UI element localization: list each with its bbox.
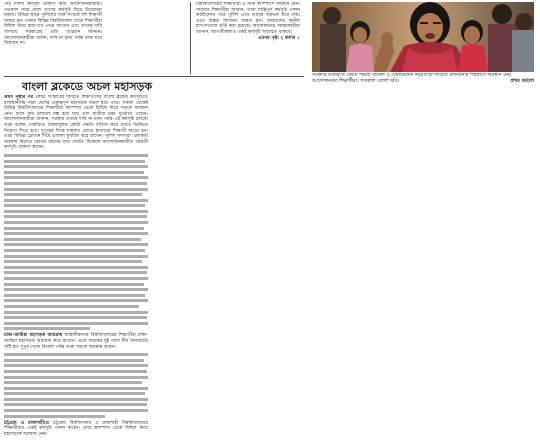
article-body-column	[4, 95, 148, 438]
subsection-1	[4, 333, 148, 350]
news-photo	[312, 2, 534, 72]
photo-credit: প্রথম আলো	[510, 78, 534, 84]
protest-photo-image	[312, 2, 534, 72]
top-left-column	[4, 2, 102, 74]
top-middle-column	[196, 2, 300, 74]
photo-caption-text: সরকারি চাকরিতে কোটা পদ্ধতি বাতিল ও মেধাভিত্তিক নিয়োগের দাবিতে রাজধানীর শাহবাগে অবস্থান নেয় আন্দোলনরত শিক্ষার্থীরা। গতকাল তোলা ছবি।	[312, 73, 511, 84]
headline	[22, 80, 162, 94]
top-left-text: পাঁচ দফায় কর্মসূচি ঘোষণা করে আন্দোলনকারীরা। গতকাল সারা দেশে তাদের কর্মসূচি ঘিরে উত্তেজনা ছড়ায়। বিভিন্ন স্থানে পুলিশের সঙ্গে সংঘর্ষে বহু শিক্ষার্থী আহত হন। ঢাকার বিভিন্ন বিশ্ববিদ্যালয় থেকে শিক্ষার্থীরা মিছিল নিয়ে রাজপথে নেমে আসেন এবং তাদের দাবি আদায়ে সরকারের প্রতি আহ্বান জানান। আন্দোলনকারীরা বলেন, দাবি না মানা পর্যন্ত তারা ঘরে ফিরবেন না।	[4, 2, 102, 47]
article-intro	[4, 95, 148, 151]
body-filler-text-block-2	[4, 353, 148, 418]
subhead-1: ঢাকা-আরিচা মহাসড়ক অবরোধ	[4, 333, 63, 339]
column-divider	[190, 2, 191, 74]
headline-text: বাংলা ব্লকেডে অচল মহাসড়ক	[22, 80, 153, 93]
subsection-2-text: চট্টগ্রাম বিশ্ববিদ্যালয় ও রাজশাহী বিশ্ববিদ্যালয়ের শিক্ষার্থীরাও একই কর্মসূচি পালন করেন। তারা ক্যাম্পাস থেকে মিছিল নিয়ে মহাসড়কে অবস্থান নেন।	[4, 420, 148, 437]
subhead-2: চট্টগ্রাম ও রাজশাহীতে	[4, 420, 50, 426]
top-middle-text: বিশ্ববিদ্যালয়ের শিক্ষার্থীরা এ সময় ক্যাম্পাসে অবস্থান নেন। সাধারণ শিক্ষার্থীরা জানান, তারা শান্তিপূর্ণ কর্মসূচি পালন করছিলেন। পরে পুলিশ এসে তাদের ছত্রভঙ্গ করে দেয়। এতে অন্তত বিশজন আহত হন। আহতদের স্থানীয় হাসপাতালে ভর্তি করা হয়েছে। আন্দোলনের সমন্বয়কারীরা জানান, আগামীকালও একই কর্মসূচি অব্যাহত থাকবে।	[196, 2, 300, 35]
intro-label: প্রথম পৃষ্ঠার পর	[4, 95, 34, 100]
intro-text: কোটা সংস্কারের দাবিতে শিক্ষার্থীদের বাংলা ব্লকেড কর্মসূচিতে রাজধানীসহ সারা দেশের গুরুত্বপূর্ণ মহাসড়ক অচল হয়ে পড়ে। সকাল থেকেই বিভিন্ন বিশ্ববিদ্যালয়ের শিক্ষার্থীরা ক্যাম্পাস থেকে মিছিল নিয়ে সড়কে অবস্থান নেন। ফলে যান চলাচল বন্ধ হয়ে যায় এবং যাত্রীরা চরম দুর্ভোগে পড়েন। আন্দোলনকারীরা জানান, সরকার তাদের দাবি না মানা পর্যন্ত এই কর্মসূচি চলবে। তারা বলেন, চাকরিতে বৈষম্যমূলক কোটা পদ্ধতি বাতিল করে মেধার ভিত্তিতে নিয়োগ দিতে হবে। দুপুরের দিকে শাহবাগ মোড়ে হাজারো শিক্ষার্থী জড়ো হন। তারা বিভিন্ন স্লোগান দিয়ে এলাকা মুখরিত করে রাখেন। পুলিশ সদস্যরা এলাকায় অবস্থান নিলেও কোনো ধরনের বাধা দেয়নি। বিকেলে আন্দোলনকারীরা পরবর্তী কর্মসূচি ঘোষণা করেন।	[4, 95, 148, 151]
subsection-1-text: জাহাঙ্গীরনগর বিশ্ববিদ্যালয়ের শিক্ষার্থীরা ঢাকা-আরিচা মহাসড়ক অবরোধ করে রাখেন। এতে সড়কের দুই পাশে দীর্ঘ যানজটের সৃষ্টি হয়। দুপুর থেকে বিকেল পর্যন্ত তারা সড়কে অবস্থান করেন।	[4, 333, 148, 350]
body-filler-text-block	[4, 154, 148, 330]
subsection-2	[4, 421, 148, 438]
continued-note: এরপর পৃষ্ঠা ২ কলাম ১	[258, 35, 300, 41]
horizontal-rule	[4, 76, 304, 77]
photo-caption	[312, 73, 534, 87]
